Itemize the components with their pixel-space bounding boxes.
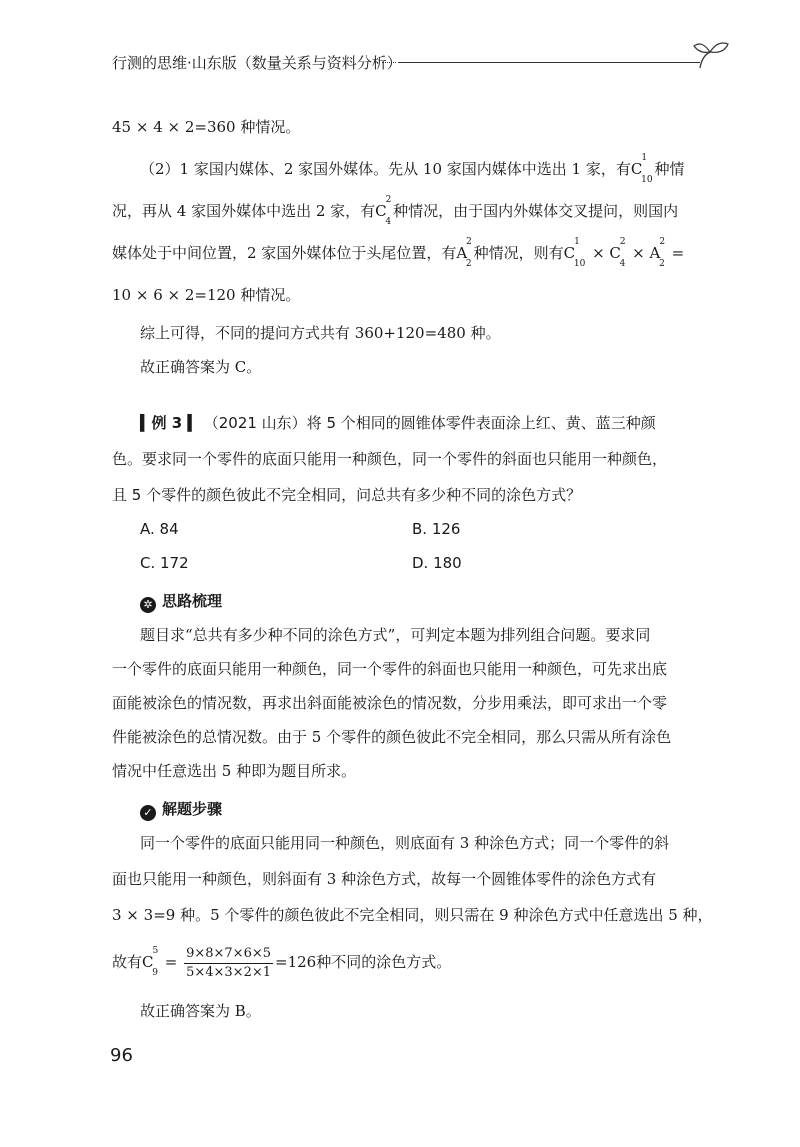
- option-a: A. 84: [140, 520, 179, 538]
- solution-line-3: 3 × 3=9 种。5 个零件的颜色彼此不完全相同，则只需在 9 种涂色方式中任意选出 5 种，: [112, 906, 713, 924]
- solution-answer: 故正确答案为 B。: [140, 1002, 261, 1020]
- solution-title: 解题步骤: [162, 800, 223, 818]
- option-c: C. 172: [140, 554, 189, 572]
- header-rule: [398, 62, 700, 64]
- formula-denominator: 5×4×3×2×1: [186, 964, 272, 980]
- formula-suffix: =126种不同的涂色方式。: [275, 953, 452, 971]
- check-icon: ✓: [140, 805, 156, 821]
- sol-line-6: 综上可得，不同的提问方式共有 360+120=480 种。: [140, 324, 501, 342]
- sol-line-2a: （2）1 家国内媒体、2 家国外媒体。先从 10 家国内媒体中选出 1 家，有: [140, 160, 631, 178]
- sprout-icon: [692, 38, 732, 70]
- sol-line-3: [112, 195, 679, 227]
- solution-line-1: 同一个零件的底面只能用同一种颜色，则底面有 3 种涂色方式；同一个零件的斜: [140, 834, 670, 852]
- sol-line-1: 45 × 4 × 2=360 种情况。: [112, 118, 301, 136]
- sol-line-2: [140, 153, 685, 185]
- math-c-9-5: $C^5_9$: [142, 946, 159, 978]
- sol-line-4a: 媒体处于中间位置，2 家国外媒体位于头尾位置，有: [112, 244, 457, 262]
- formula-fraction: [184, 945, 273, 982]
- solution-formula: 故有$C^5_9$ = $\frac{9\times 8\times 7\times 6\times 5}{5\times 4\times 3\times 2\times 1}$ =126种不同的涂色方式。: [112, 945, 452, 980]
- math-c-4-2: $C^2_4$: [375, 195, 392, 227]
- option-b: B. 126: [412, 520, 461, 538]
- gear-icon: ✲: [140, 597, 156, 613]
- analysis-line-2: 一个零件的底面只能用一种颜色，同一个零件的斜面也只能用一种颜色，可先求出底: [112, 660, 668, 678]
- math-a-2-2: $A^2_2$: [456, 237, 472, 269]
- sol-line-4: [112, 237, 685, 269]
- analysis-heading: [140, 590, 222, 613]
- formula-numerator: 9×8×7×6×5: [184, 945, 273, 964]
- sol-line-7: 故正确答案为 C。: [140, 358, 262, 376]
- sol-line-4b: 种情况，则有: [473, 244, 564, 262]
- sol-line-3a: 况，再从 4 家国外媒体中选出 2 家，有: [112, 202, 376, 220]
- running-header: [112, 50, 724, 74]
- analysis-line-4: 件能被涂色的总情况数。由于 5 个零件的颜色彼此不完全相同，那么只需从所有涂色: [112, 728, 672, 746]
- option-d: D. 180: [412, 554, 462, 572]
- math-product: $C^1_{10} \times C^2_4 \times A^2_2$ =: [563, 237, 685, 269]
- header-dots: [382, 62, 396, 63]
- example-text-1: （2021 山东）将 5 个相同的圆锥体零件表面涂上红、黄、蓝三种颜: [203, 414, 656, 432]
- sol-line-2b: 种情: [654, 160, 685, 178]
- solution-line-2: 面也只能用一种颜色，则斜面有 3 种涂色方式，故每一个圆锥体零件的涂色方式有: [112, 870, 657, 888]
- example-line-3: 且 5 个零件的颜色彼此不完全相同，问总共有多少种不同的涂色方式？: [112, 486, 582, 504]
- analysis-line-5: 情况中任意选出 5 种即为题目所求。: [112, 762, 357, 780]
- header-title: 行测的思维·山东版（数量关系与资料分析）: [112, 54, 402, 72]
- analysis-title: 思路梳理: [162, 592, 223, 610]
- example-line-1: [140, 412, 656, 434]
- sol-line-3b: 种情况，由于国内外媒体交叉提问，则国内: [393, 202, 679, 220]
- example-tag: ▍例 3 ▍: [140, 414, 199, 432]
- sol-line-5: 10 × 6 × 2=120 种情况。: [112, 286, 301, 304]
- example-line-2: 色。要求同一个零件的底面只能用一种颜色，同一个零件的斜面也只能用一种颜色，: [112, 450, 668, 468]
- math-c-10-1: $C^1_{10}$: [630, 153, 653, 185]
- formula-prefix: 故有: [112, 953, 143, 971]
- analysis-line-1: 题目求“总共有多少种不同的涂色方式”，可判定本题为排列组合问题。要求同: [140, 626, 651, 644]
- analysis-line-3: 面能被涂色的情况数，再求出斜面能被涂色的情况数，分步用乘法，即可求出一个零: [112, 694, 668, 712]
- solution-heading: [140, 798, 222, 821]
- page-number: 96: [110, 1045, 133, 1066]
